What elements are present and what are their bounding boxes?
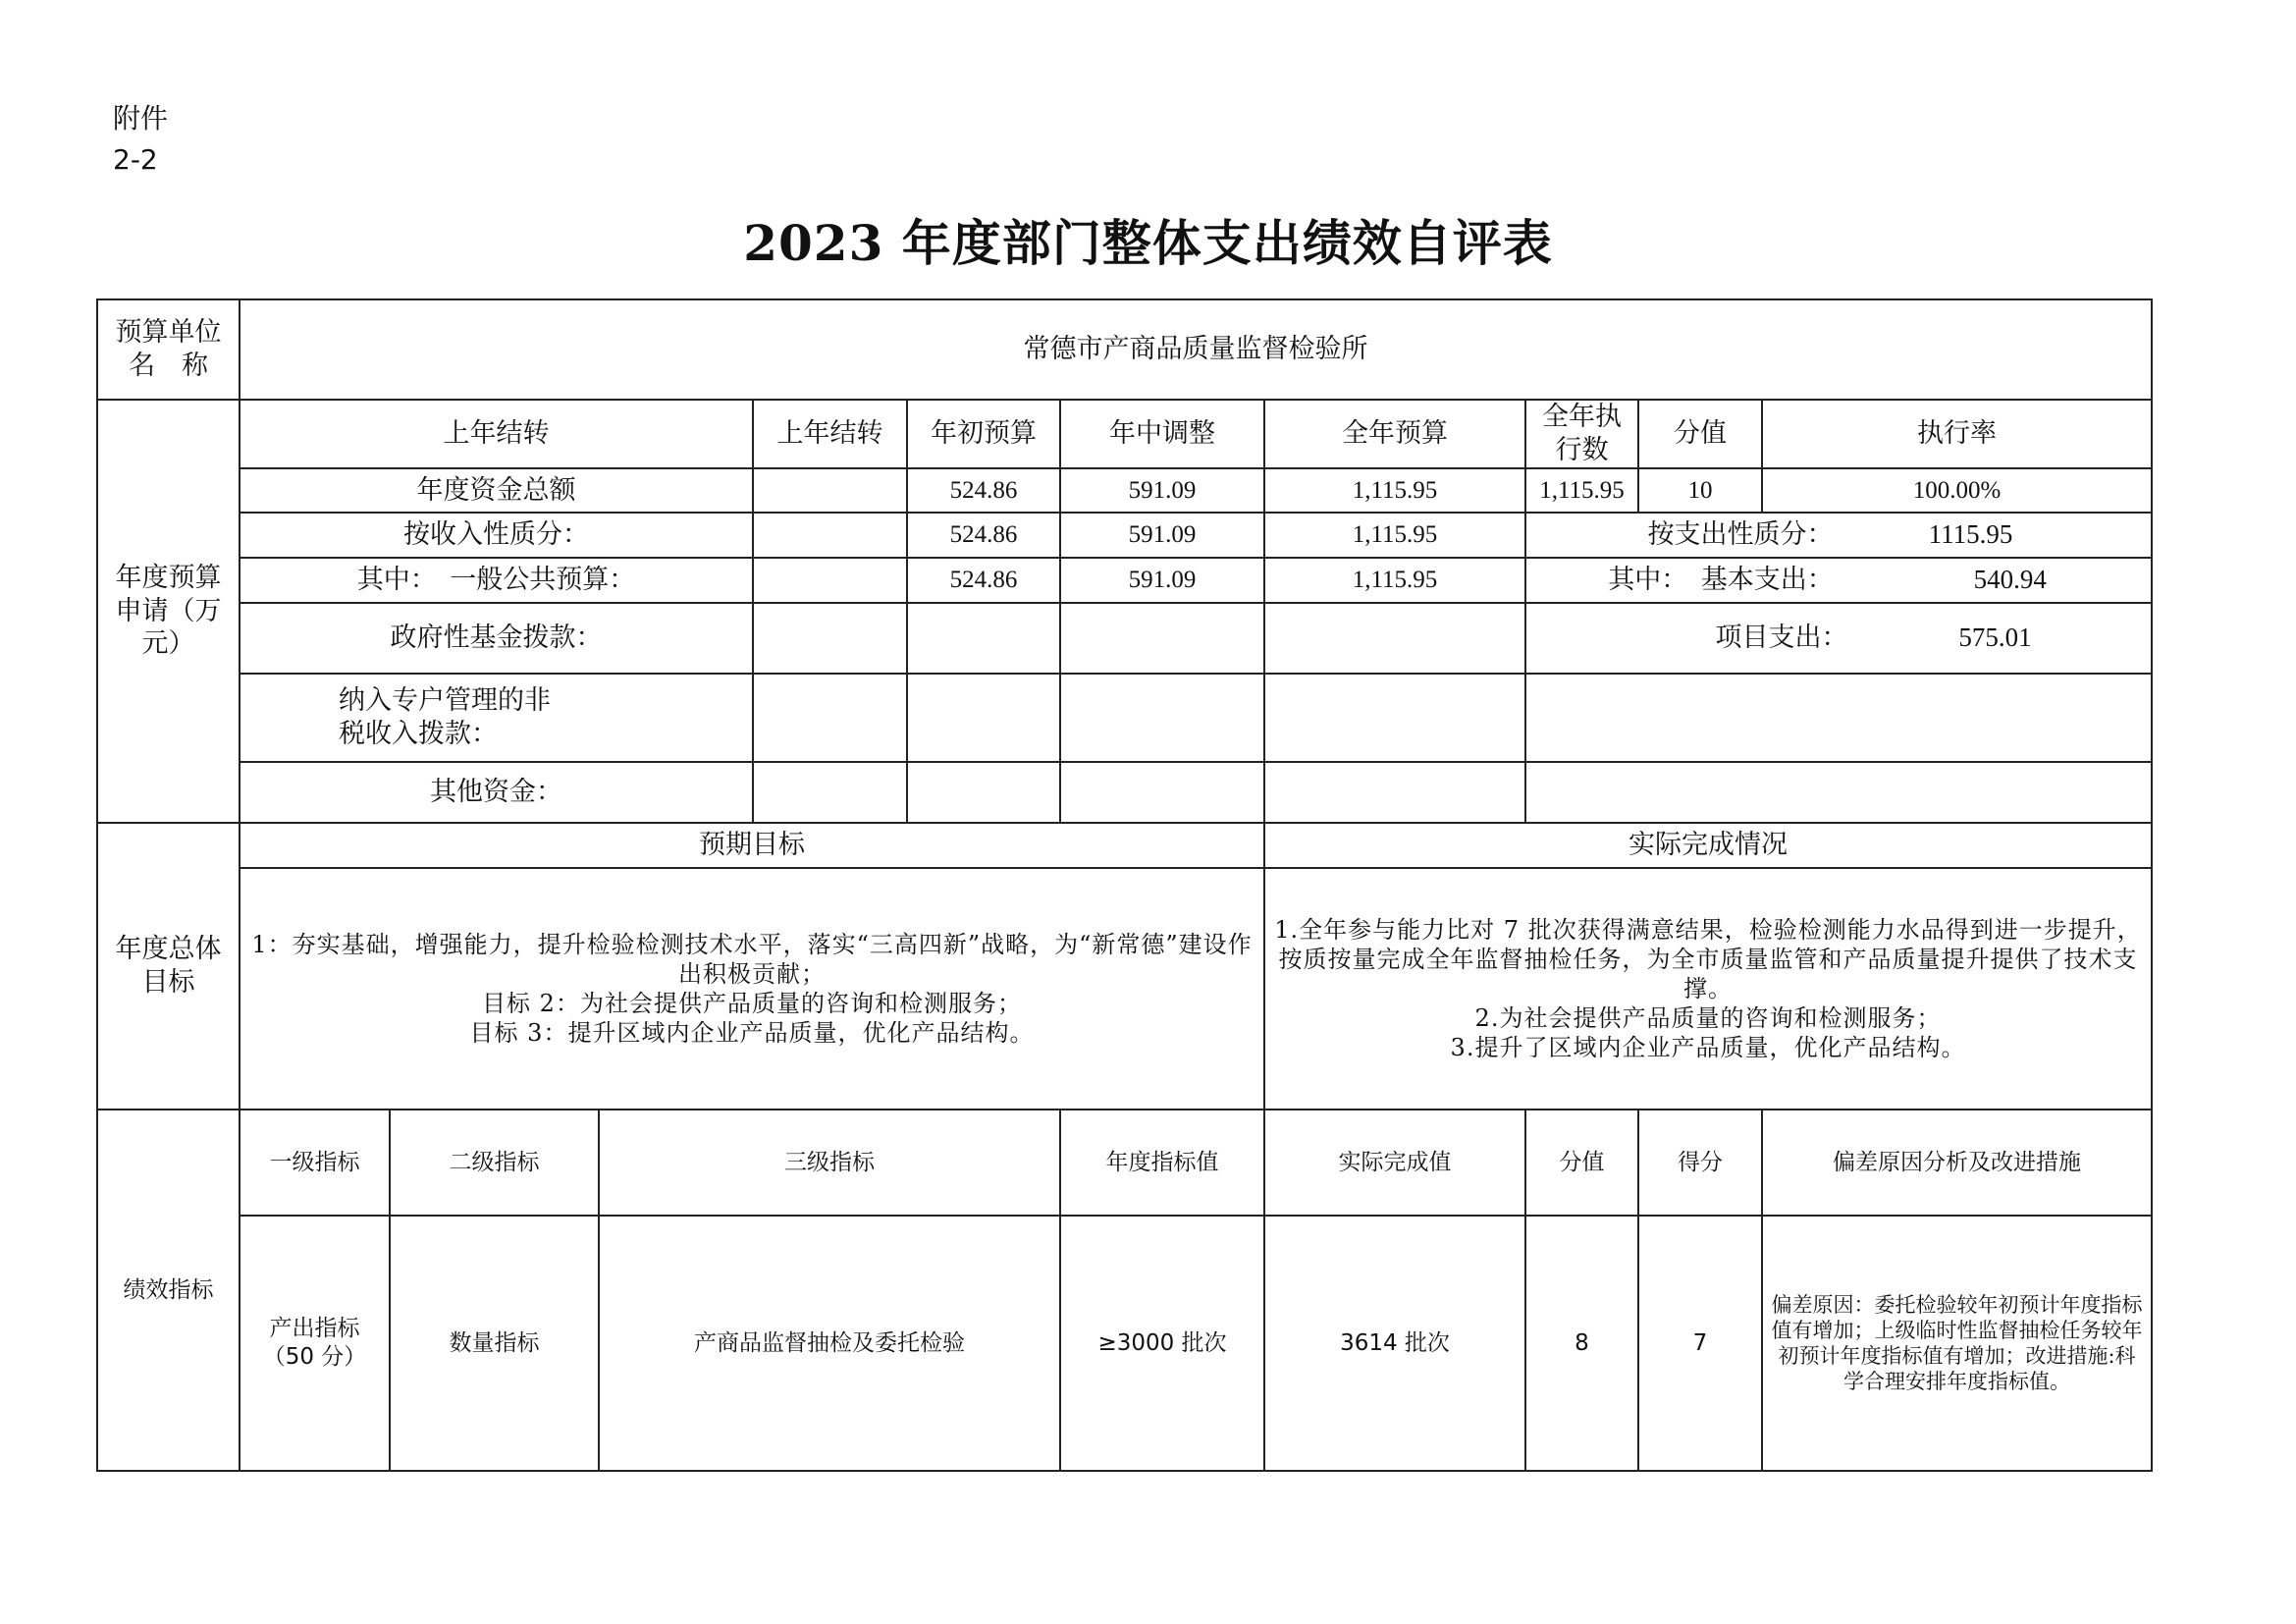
budget-income-row — [97, 513, 2152, 558]
special-adjust — [1060, 674, 1264, 762]
general-adjust: 591.09 — [1060, 558, 1264, 603]
basic-expense-value: 540.94 — [1973, 565, 2047, 595]
indicator-score: 7 — [1638, 1216, 1762, 1471]
govfund-adjust — [1060, 603, 1264, 674]
total-adjust: 591.09 — [1060, 468, 1264, 513]
indicator-header: 得分 — [1638, 1110, 1762, 1216]
goals-header-row — [97, 823, 2152, 868]
budget-header: 分值 — [1638, 400, 1762, 468]
general-full: 1,115.95 — [1264, 558, 1525, 603]
general-initial: 524.86 — [907, 558, 1060, 603]
total-initial: 524.86 — [907, 468, 1060, 513]
other-initial — [907, 762, 1060, 823]
expense-type-value: 1115.95 — [1928, 519, 2013, 550]
budget-header: 年初预算 — [907, 400, 1060, 468]
total-executed: 1,115.95 — [1525, 468, 1638, 513]
budget-govfund-row — [97, 603, 2152, 674]
total-label: 年度资金总额 — [240, 468, 753, 513]
special-prev — [753, 674, 907, 762]
attachment-line2: 2-2 — [113, 143, 158, 176]
other-full — [1264, 762, 1525, 823]
indicators-header-row — [97, 1110, 2152, 1216]
expense-type-cell — [1525, 513, 2152, 558]
indicator-header: 实际完成值 — [1264, 1110, 1525, 1216]
attachment-line1: 附件 — [113, 102, 169, 135]
indicator-header: 年度指标值 — [1060, 1110, 1264, 1216]
indicator-level3: 产商品监督抽检及委托检验 — [599, 1216, 1060, 1471]
project-expense-label: 项目支出： — [1715, 623, 1848, 654]
indicator-row — [97, 1216, 2152, 1471]
income-adjust: 591.09 — [1060, 513, 1264, 558]
indicator-deviation-note: 偏差原因：委托检验较年初预计年度指标值有增加；上级临时性监督抽检任务较年初预计年度指标值有增加；改进措施:科学合理安排年度指标值。 — [1762, 1216, 2152, 1471]
actual-result-item: 3.提升了区域内企业产品质量，优化产品结构。 — [1450, 1034, 1966, 1061]
budget-total-row — [97, 468, 2152, 513]
budget-other-row — [97, 762, 2152, 823]
govfund-full — [1264, 603, 1525, 674]
goals-row-label: 年度总体 目标 — [97, 823, 240, 1110]
unit-value: 常德市产商品质量监督检验所 — [240, 299, 2152, 400]
total-score-value: 10 — [1638, 468, 1762, 513]
indicator-header: 偏差原因分析及改进措施 — [1762, 1110, 2152, 1216]
project-expense-value: 575.01 — [1958, 623, 2032, 653]
expense-type-label: 按支出性质分： — [1647, 519, 1834, 551]
actual-result-item: 1.全年参与能力比对 7 批次获得满意结果，检验检测能力水品得到进一步提升，按质按量完成全年监督抽检任务，为全市质量监管和产品质量提升提供了技术支撑。 — [1274, 916, 2142, 1002]
indicator-level2: 数量指标 — [390, 1216, 599, 1471]
basic-expense-label: 其中： 基本支出： — [1608, 565, 1834, 596]
expected-goals-cell — [240, 868, 1264, 1110]
total-rate: 100.00% — [1762, 468, 2152, 513]
indicator-level1: 产出指标 （50 分） — [240, 1216, 390, 1471]
total-prev — [753, 468, 907, 513]
general-label: 其中： 一般公共预算： — [240, 558, 753, 603]
budget-general-row — [97, 558, 2152, 603]
page-title: 2023 年度部门整体支出绩效自评表 — [743, 214, 1553, 272]
indicator-score-value: 8 — [1525, 1216, 1638, 1471]
other-prev — [753, 762, 907, 823]
budget-header: 全年预算 — [1264, 400, 1525, 468]
indicator-header: 一级指标 — [240, 1110, 390, 1216]
actual-results-cell — [1264, 868, 2152, 1110]
attachment-label — [113, 98, 168, 181]
performance-table — [96, 298, 2153, 1472]
unit-row — [97, 299, 2152, 400]
budget-special-row — [97, 674, 2152, 762]
budget-header: 年中调整 — [1060, 400, 1264, 468]
income-prev — [753, 513, 907, 558]
indicators-row-label: 绩效指标 — [97, 1110, 240, 1471]
basic-expense-cell — [1525, 558, 2152, 603]
indicator-header: 三级指标 — [599, 1110, 1060, 1216]
unit-label: 预算单位 名 称 — [97, 299, 240, 400]
project-expense-cell — [1525, 603, 2152, 674]
expected-goal-item: 1：夯实基础，增强能力，提升检验检测技术水平，落实“三高四新”战略，为“新常德”建设作出积极贡献； — [251, 931, 1253, 988]
other-adjust — [1060, 762, 1264, 823]
special-full — [1264, 674, 1525, 762]
budget-row-label: 年度预算 申请（万 元） — [97, 400, 240, 823]
budget-header: 执行率 — [1762, 400, 2152, 468]
govfund-prev — [753, 603, 907, 674]
income-initial: 524.86 — [907, 513, 1060, 558]
indicator-actual: 3614 批次 — [1264, 1216, 1525, 1471]
special-expense — [1525, 674, 2152, 762]
general-prev — [753, 558, 907, 603]
income-label: 按收入性质分： — [240, 513, 753, 558]
actual-results-header: 实际完成情况 — [1264, 823, 2152, 868]
expected-goal-item: 目标 3：提升区域内企业产品质量，优化产品结构。 — [469, 1019, 1035, 1047]
budget-header-row — [97, 400, 2152, 468]
other-label: 其他资金： — [240, 762, 753, 823]
indicator-header: 二级指标 — [390, 1110, 599, 1216]
actual-result-item: 2.为社会提供产品质量的咨询和检测服务； — [1474, 1004, 1942, 1032]
budget-header: 全年执行数 — [1525, 400, 1638, 468]
special-label: 纳入专户管理的非 税收入拨款： — [240, 674, 753, 762]
special-initial — [907, 674, 1060, 762]
budget-header: 上年结转 — [753, 400, 907, 468]
expected-goals-header: 预期目标 — [240, 823, 1264, 868]
goals-body-row — [97, 868, 2152, 1110]
total-full: 1,115.95 — [1264, 468, 1525, 513]
other-expense — [1525, 762, 2152, 823]
budget-header: 上年结转 — [240, 400, 753, 468]
govfund-initial — [907, 603, 1060, 674]
income-full: 1,115.95 — [1264, 513, 1525, 558]
expected-goal-item: 目标 2：为社会提供产品质量的咨询和检测服务； — [482, 990, 1022, 1017]
govfund-label: 政府性基金拨款： — [240, 603, 753, 674]
indicator-target: ≥3000 批次 — [1060, 1216, 1264, 1471]
indicator-header: 分值 — [1525, 1110, 1638, 1216]
